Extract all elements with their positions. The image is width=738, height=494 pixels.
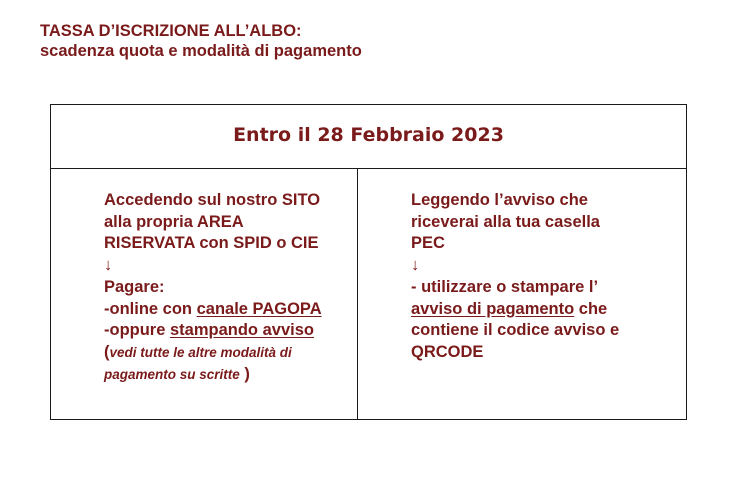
payment-notice-link[interactable]: avviso di pagamento: [411, 299, 575, 318]
right-line-5: [411, 299, 681, 321]
right-line-1: Leggendo l’avviso che: [411, 191, 588, 209]
slide-subtitle: scadenza quota e modalità di pagamento: [40, 42, 362, 60]
slide-header: [40, 21, 362, 61]
note-close-paren: ): [239, 364, 250, 383]
left-line-2: alla propria AREA: [104, 212, 244, 231]
left-line-6-prefix: -oppure: [104, 321, 170, 340]
right-line-7: QRCODE: [411, 342, 484, 361]
deadline-text: Entro il 28 Febbraio 2023: [233, 123, 504, 146]
left-line-5-prefix: -online con: [104, 299, 197, 318]
left-line-4: Pagare:: [104, 277, 165, 296]
down-arrow-icon: ↓: [411, 256, 420, 275]
column-divider: [357, 169, 358, 419]
note-line-1: [104, 342, 356, 364]
note-line-2: [104, 364, 356, 386]
down-arrow-icon: ↓: [104, 256, 113, 275]
right-line-4: - utilizzare o stampare l’: [411, 277, 599, 296]
note-text-2: pagamento su scritte: [104, 366, 240, 382]
left-line-1: Accedendo sul nostro SITO: [104, 191, 321, 209]
pec-payment-column: [411, 190, 681, 364]
note-open-paren: (: [104, 342, 110, 361]
right-line-6: contiene il codice avviso e: [411, 321, 620, 340]
online-payment-column: [104, 190, 356, 385]
slide-title: TASSA D’ISCRIZIONE ALL’ALBO:: [40, 22, 302, 40]
right-line-3: PEC: [411, 234, 445, 253]
left-line-5: [104, 299, 356, 321]
right-line-5-suffix: che: [574, 299, 608, 318]
left-line-6: [104, 320, 356, 342]
note-text-1: vedi tutte le altre modalità di: [109, 344, 292, 360]
print-notice-link[interactable]: stampando avviso: [170, 321, 314, 340]
deadline-row: [51, 105, 686, 169]
pagopa-link[interactable]: canale PAGOPA: [196, 299, 322, 318]
left-line-3: RISERVATA con SPID o CIE: [104, 234, 319, 253]
payment-table: [50, 104, 687, 420]
right-line-2: riceverai alla tua casella: [411, 212, 600, 231]
